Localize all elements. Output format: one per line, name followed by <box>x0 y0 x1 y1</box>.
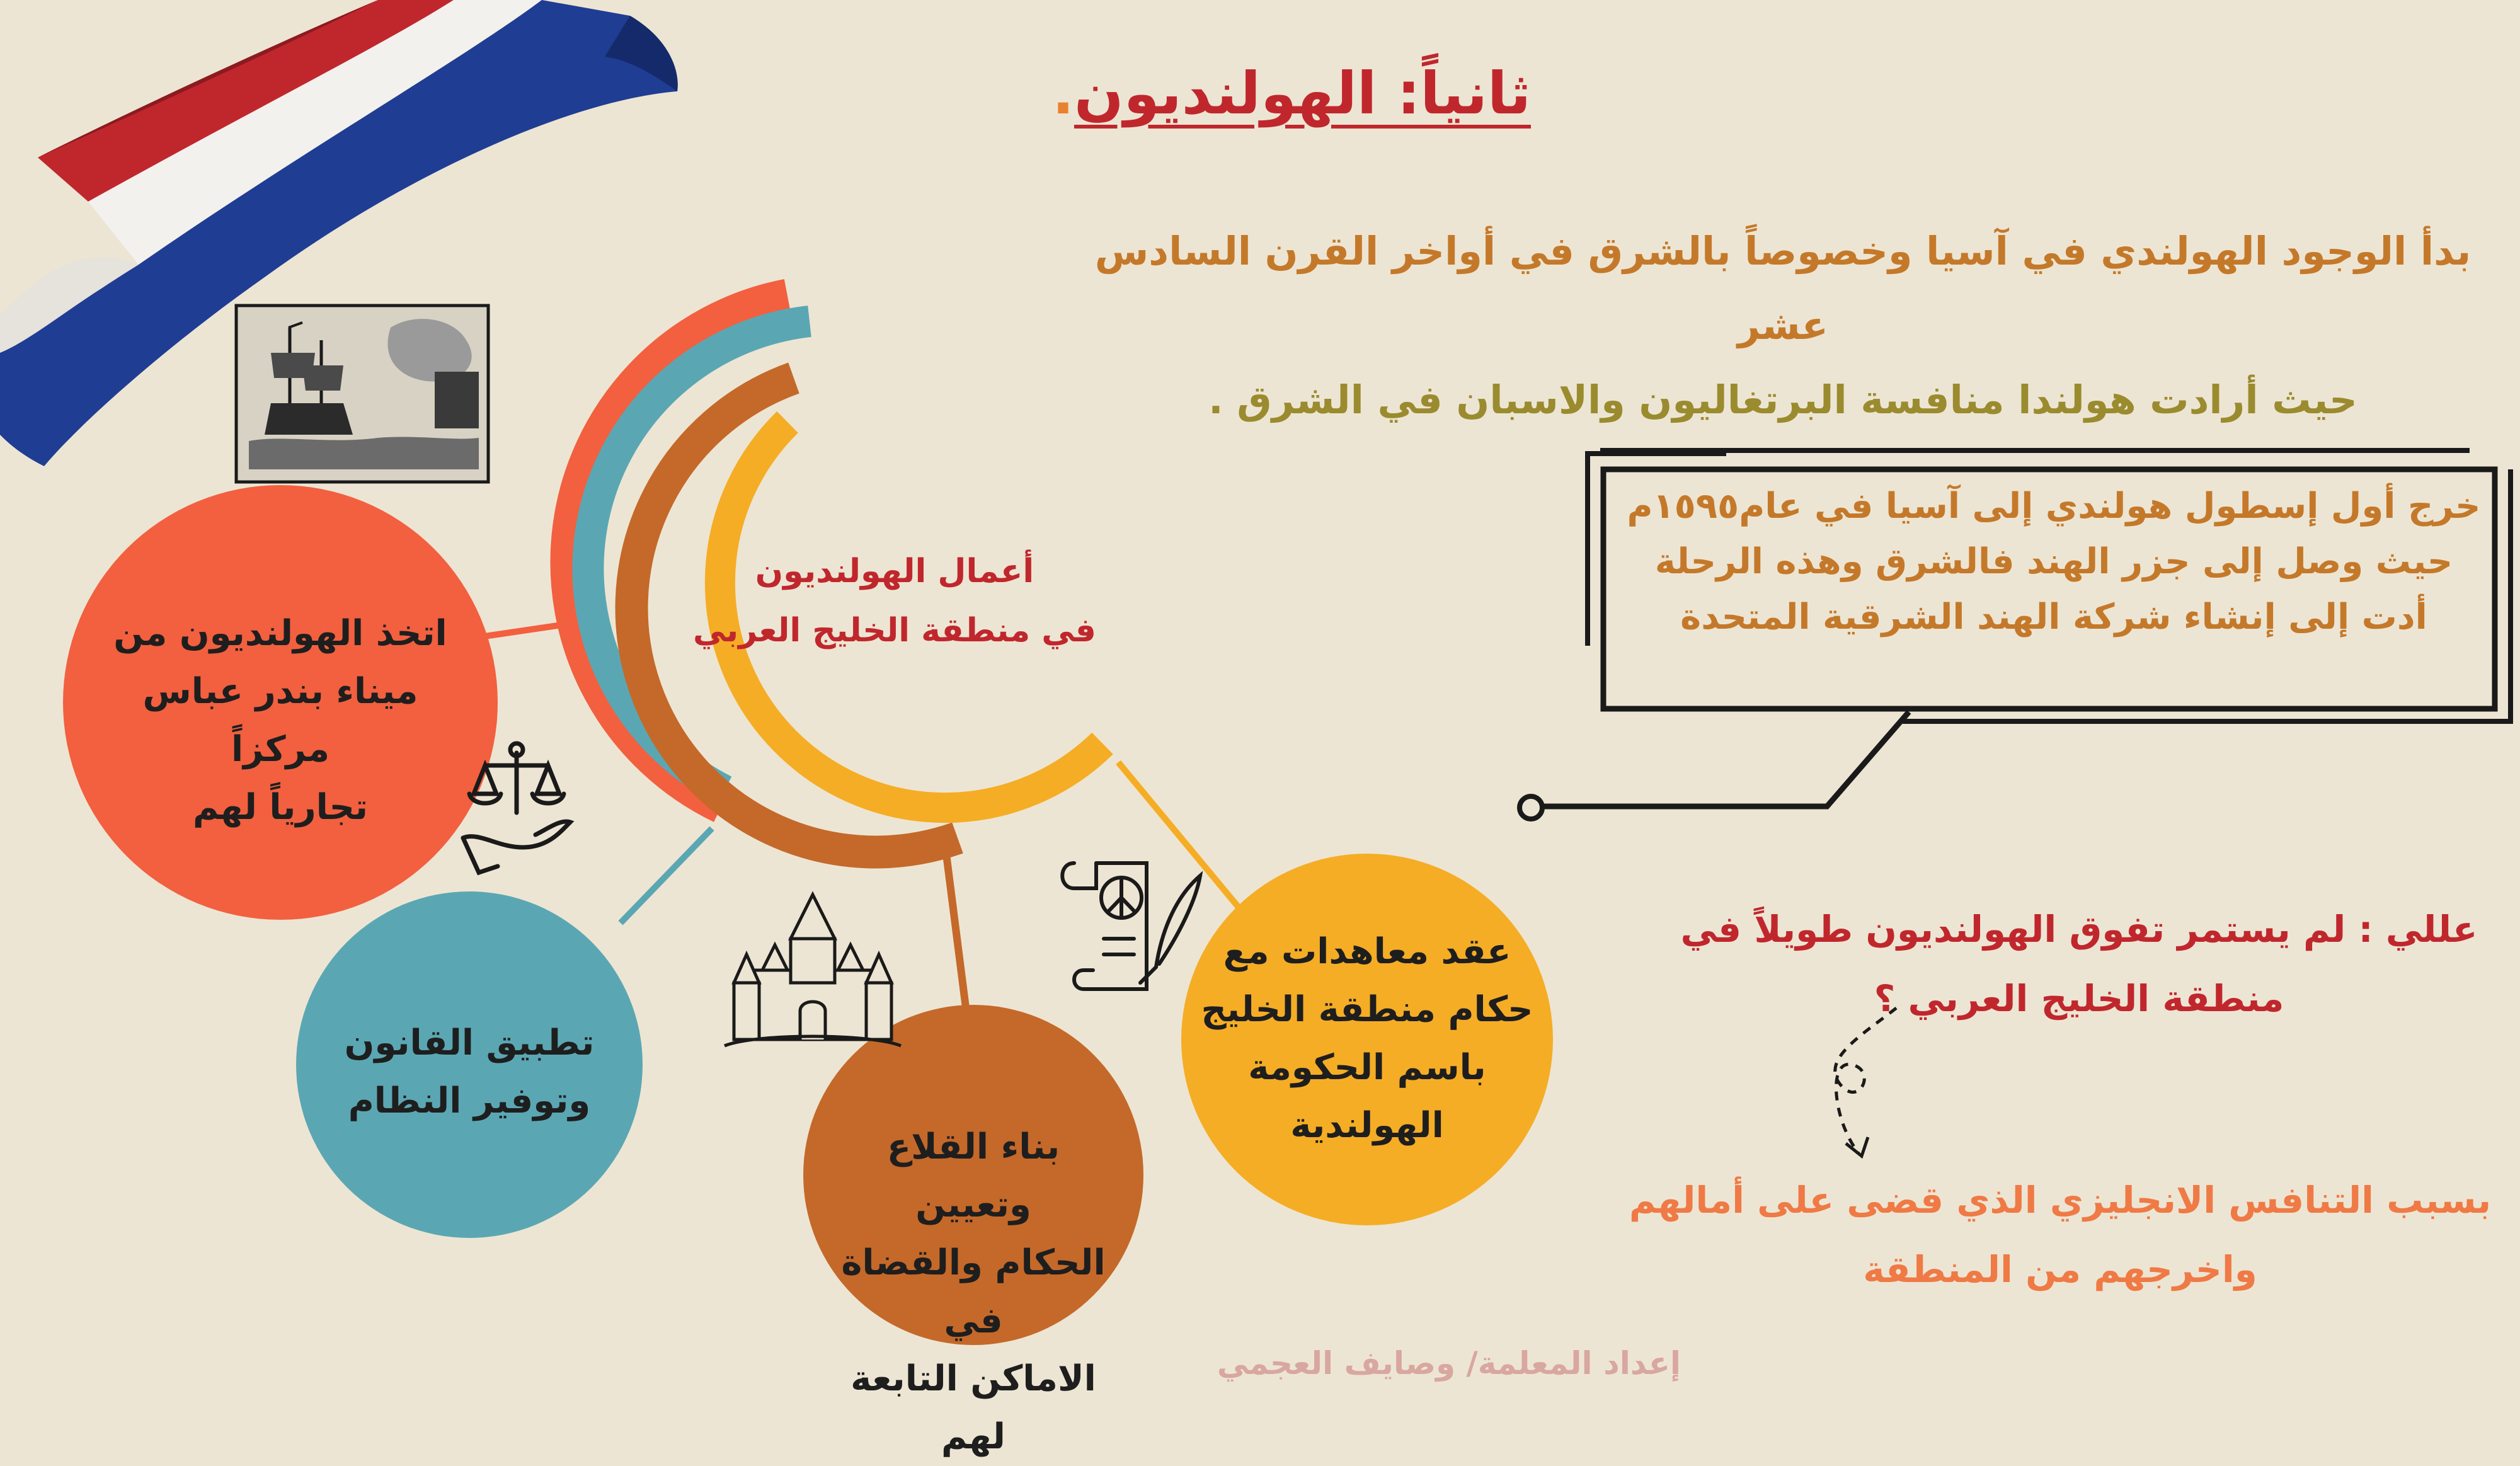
circle-trade-port-text <box>88 605 472 837</box>
ship-engraving-icon <box>236 306 488 482</box>
circle-2-line-1: تطبيق القانون <box>344 1022 595 1063</box>
intro-line-2: حيث أرادت هولندا منافسة البرتغاليون والاسبان في الشرق . <box>1208 377 2357 423</box>
title-main: ثانياً: الهولنديون <box>1074 60 1531 127</box>
circle-treaties-text <box>1197 923 1537 1155</box>
answer-line-2: واخرجهم من المنطقة <box>1863 1248 2257 1291</box>
center-label-line-1: أعمال الهولنديون <box>755 553 1034 590</box>
circle-4-line-4: الهولندية <box>1290 1105 1444 1146</box>
question-line-2: منطقة الخليج العربي ؟ <box>1874 977 2284 1020</box>
intro-paragraph <box>1071 214 2495 437</box>
page-title <box>1008 60 1575 127</box>
circle-3-line-2: الحكام والقضاة في <box>841 1242 1106 1341</box>
circle-1-line-2: ميناء بندر عباس مركزاً <box>142 671 418 770</box>
info-box-line-2: حيث وصل إلى جزر الهند فالشرق وهذه الرحلة <box>1654 541 2453 582</box>
circle-3-line-1: بناء القلاع وتعيين <box>886 1126 1060 1225</box>
info-box-line-1: خرج أول إسطول هولندي إلى آسيا في عام١٥٩٥م <box>1627 486 2481 527</box>
info-box-line-3: أدت إلى إنشاء شركة الهند الشرقية المتحدة <box>1680 597 2427 638</box>
intro-line-1: بدأ الوجود الهولندي في آسيا وخصوصاً بالشرق في أواخر القرن السادس عشر <box>1094 228 2471 348</box>
answer-line-1: بسبب التنافس الانجليزي الذي قضى على أمالهم <box>1629 1179 2492 1222</box>
circle-1-line-1: اتخذ الهولنديون من <box>113 613 447 654</box>
circle-4-line-2: حكام منطقة الخليج <box>1201 989 1533 1030</box>
circle-1-line-3: تجارياً لهم <box>192 787 369 828</box>
center-label <box>680 542 1109 660</box>
circle-2-line-2: وتوفير النظام <box>348 1080 591 1121</box>
circle-4-line-3: باسم الحكومة <box>1248 1047 1486 1088</box>
center-label-line-2: في منطقة الخليج العربي <box>693 612 1096 650</box>
info-box-text <box>1613 479 2495 645</box>
question-text <box>1670 895 2488 1033</box>
circle-law-order-text <box>328 1014 611 1130</box>
title-period: . <box>1052 60 1074 127</box>
castle-icon <box>724 895 901 1046</box>
circle-4-line-1: عقد معاهدات مع <box>1223 931 1511 972</box>
treaty-scroll-icon <box>1062 863 1200 989</box>
answer-text <box>1613 1165 2507 1304</box>
author-credit: إعداد المعلمة/ وصايف العجمي <box>1217 1345 1681 1382</box>
circle-castles-text <box>825 1118 1121 1466</box>
question-line-1: عللي : لم يستمر تفوق الهولنديون طويلاً في <box>1680 908 2478 951</box>
circle-3-line-3: الاماكن التابعة لهم <box>850 1358 1096 1457</box>
